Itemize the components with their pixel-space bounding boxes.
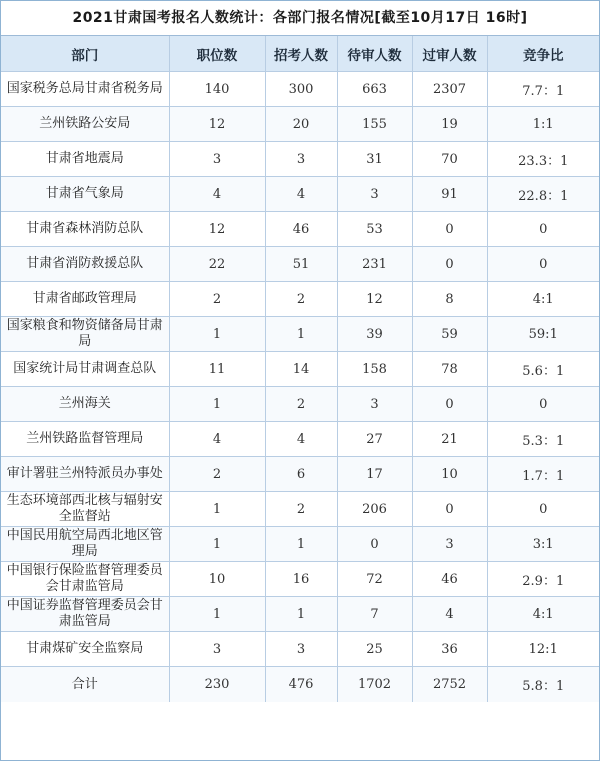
cell-dept: 兰州海关 [1,387,169,422]
cell-dept: 审计署驻兰州特派员办事处 [1,457,169,492]
cell-pending: 7 [337,597,412,632]
cell-ratio: 5.3：1 [487,422,599,457]
total-positions: 230 [169,667,265,703]
cell-ratio: 1.7：1 [487,457,599,492]
cell-recruits: 14 [265,352,337,387]
cell-ratio: 59:1 [487,317,599,352]
cell-recruits: 3 [265,142,337,177]
cell-approved: 59 [412,317,487,352]
cell-dept: 甘肃省森林消防总队 [1,212,169,247]
cell-pending: 3 [337,387,412,422]
cell-recruits: 1 [265,597,337,632]
cell-approved: 91 [412,177,487,212]
cell-ratio: 23.3：1 [487,142,599,177]
cell-recruits: 4 [265,177,337,212]
cell-dept: 国家粮食和物资储备局甘肃局 [1,317,169,352]
cell-approved: 0 [412,492,487,527]
table-row [1,352,599,387]
cell-ratio: 2.9：1 [487,562,599,597]
cell-recruits: 2 [265,282,337,317]
cell-recruits: 16 [265,562,337,597]
cell-dept: 兰州铁路公安局 [1,107,169,142]
table-row [1,212,599,247]
cell-recruits: 2 [265,492,337,527]
table-row [1,562,599,597]
cell-positions: 3 [169,142,265,177]
cell-pending: 53 [337,212,412,247]
cell-pending: 206 [337,492,412,527]
cell-pending: 155 [337,107,412,142]
cell-recruits: 6 [265,457,337,492]
total-label: 合计 [1,667,169,703]
table-row [1,422,599,457]
cell-ratio: 7.7：1 [487,72,599,107]
total-pending: 1702 [337,667,412,703]
table-row [1,387,599,422]
cell-recruits: 300 [265,72,337,107]
table-row [1,597,599,632]
cell-positions: 12 [169,212,265,247]
cell-positions: 3 [169,632,265,667]
cell-approved: 21 [412,422,487,457]
cell-pending: 25 [337,632,412,667]
cell-ratio: 5.6：1 [487,352,599,387]
cell-pending: 31 [337,142,412,177]
cell-dept: 中国民用航空局西北地区管理局 [1,527,169,562]
cell-positions: 4 [169,177,265,212]
cell-dept: 生态环境部西北核与辐射安全监督站 [1,492,169,527]
cell-approved: 8 [412,282,487,317]
total-row [1,667,599,703]
cell-dept: 甘肃煤矿安全监察局 [1,632,169,667]
cell-ratio: 0 [487,212,599,247]
cell-recruits: 51 [265,247,337,282]
table-row [1,107,599,142]
cell-dept: 兰州铁路监督管理局 [1,422,169,457]
total-recruits: 476 [265,667,337,703]
cell-pending: 17 [337,457,412,492]
header-recruits: 招考人数 [265,36,337,72]
cell-approved: 19 [412,107,487,142]
table-row [1,247,599,282]
table-body [1,72,599,703]
cell-recruits: 3 [265,632,337,667]
cell-recruits: 1 [265,527,337,562]
cell-pending: 231 [337,247,412,282]
cell-approved: 2307 [412,72,487,107]
cell-ratio: 4:1 [487,597,599,632]
cell-ratio: 3:1 [487,527,599,562]
table-row [1,177,599,212]
table-row [1,142,599,177]
cell-approved: 0 [412,387,487,422]
cell-positions: 1 [169,597,265,632]
cell-dept: 甘肃省气象局 [1,177,169,212]
header-ratio: 竞争比 [487,36,599,72]
cell-recruits: 20 [265,107,337,142]
cell-approved: 46 [412,562,487,597]
table-row [1,492,599,527]
cell-approved: 78 [412,352,487,387]
header-positions: 职位数 [169,36,265,72]
cell-positions: 1 [169,527,265,562]
cell-pending: 0 [337,527,412,562]
cell-positions: 140 [169,72,265,107]
cell-positions: 10 [169,562,265,597]
cell-approved: 10 [412,457,487,492]
cell-pending: 27 [337,422,412,457]
cell-recruits: 46 [265,212,337,247]
cell-positions: 2 [169,282,265,317]
cell-ratio: 0 [487,247,599,282]
cell-positions: 1 [169,492,265,527]
cell-pending: 663 [337,72,412,107]
cell-dept: 甘肃省地震局 [1,142,169,177]
table-row [1,457,599,492]
table-row [1,317,599,352]
registration-table [1,36,599,702]
cell-dept: 甘肃省消防救援总队 [1,247,169,282]
cell-ratio: 0 [487,492,599,527]
table-row [1,72,599,107]
table-row [1,527,599,562]
cell-positions: 2 [169,457,265,492]
cell-dept: 甘肃省邮政管理局 [1,282,169,317]
cell-dept: 国家统计局甘肃调查总队 [1,352,169,387]
cell-recruits: 1 [265,317,337,352]
cell-positions: 1 [169,387,265,422]
cell-ratio: 4:1 [487,282,599,317]
cell-approved: 70 [412,142,487,177]
header-row [1,36,599,72]
cell-recruits: 4 [265,422,337,457]
cell-approved: 36 [412,632,487,667]
cell-dept: 中国证券监督管理委员会甘肃监管局 [1,597,169,632]
cell-approved: 4 [412,597,487,632]
cell-ratio: 22.8：1 [487,177,599,212]
cell-pending: 12 [337,282,412,317]
total-approved: 2752 [412,667,487,703]
cell-positions: 12 [169,107,265,142]
cell-approved: 0 [412,212,487,247]
table-row [1,632,599,667]
cell-pending: 3 [337,177,412,212]
cell-pending: 39 [337,317,412,352]
cell-ratio: 1:1 [487,107,599,142]
cell-approved: 0 [412,247,487,282]
cell-positions: 22 [169,247,265,282]
total-ratio: 5.8：1 [487,667,599,703]
cell-ratio: 0 [487,387,599,422]
cell-dept: 国家税务总局甘肃省税务局 [1,72,169,107]
cell-recruits: 2 [265,387,337,422]
cell-dept: 中国银行保险监督管理委员会甘肃监管局 [1,562,169,597]
cell-positions: 1 [169,317,265,352]
header-dept: 部门 [1,36,169,72]
header-approved: 过审人数 [412,36,487,72]
table-row [1,282,599,317]
cell-positions: 11 [169,352,265,387]
cell-pending: 158 [337,352,412,387]
cell-ratio: 12:1 [487,632,599,667]
header-pending: 待审人数 [337,36,412,72]
cell-approved: 3 [412,527,487,562]
cell-pending: 72 [337,562,412,597]
table-title: 2021甘肃国考报名人数统计：各部门报名情况[截至10月17日 16时] [1,1,599,36]
cell-positions: 4 [169,422,265,457]
